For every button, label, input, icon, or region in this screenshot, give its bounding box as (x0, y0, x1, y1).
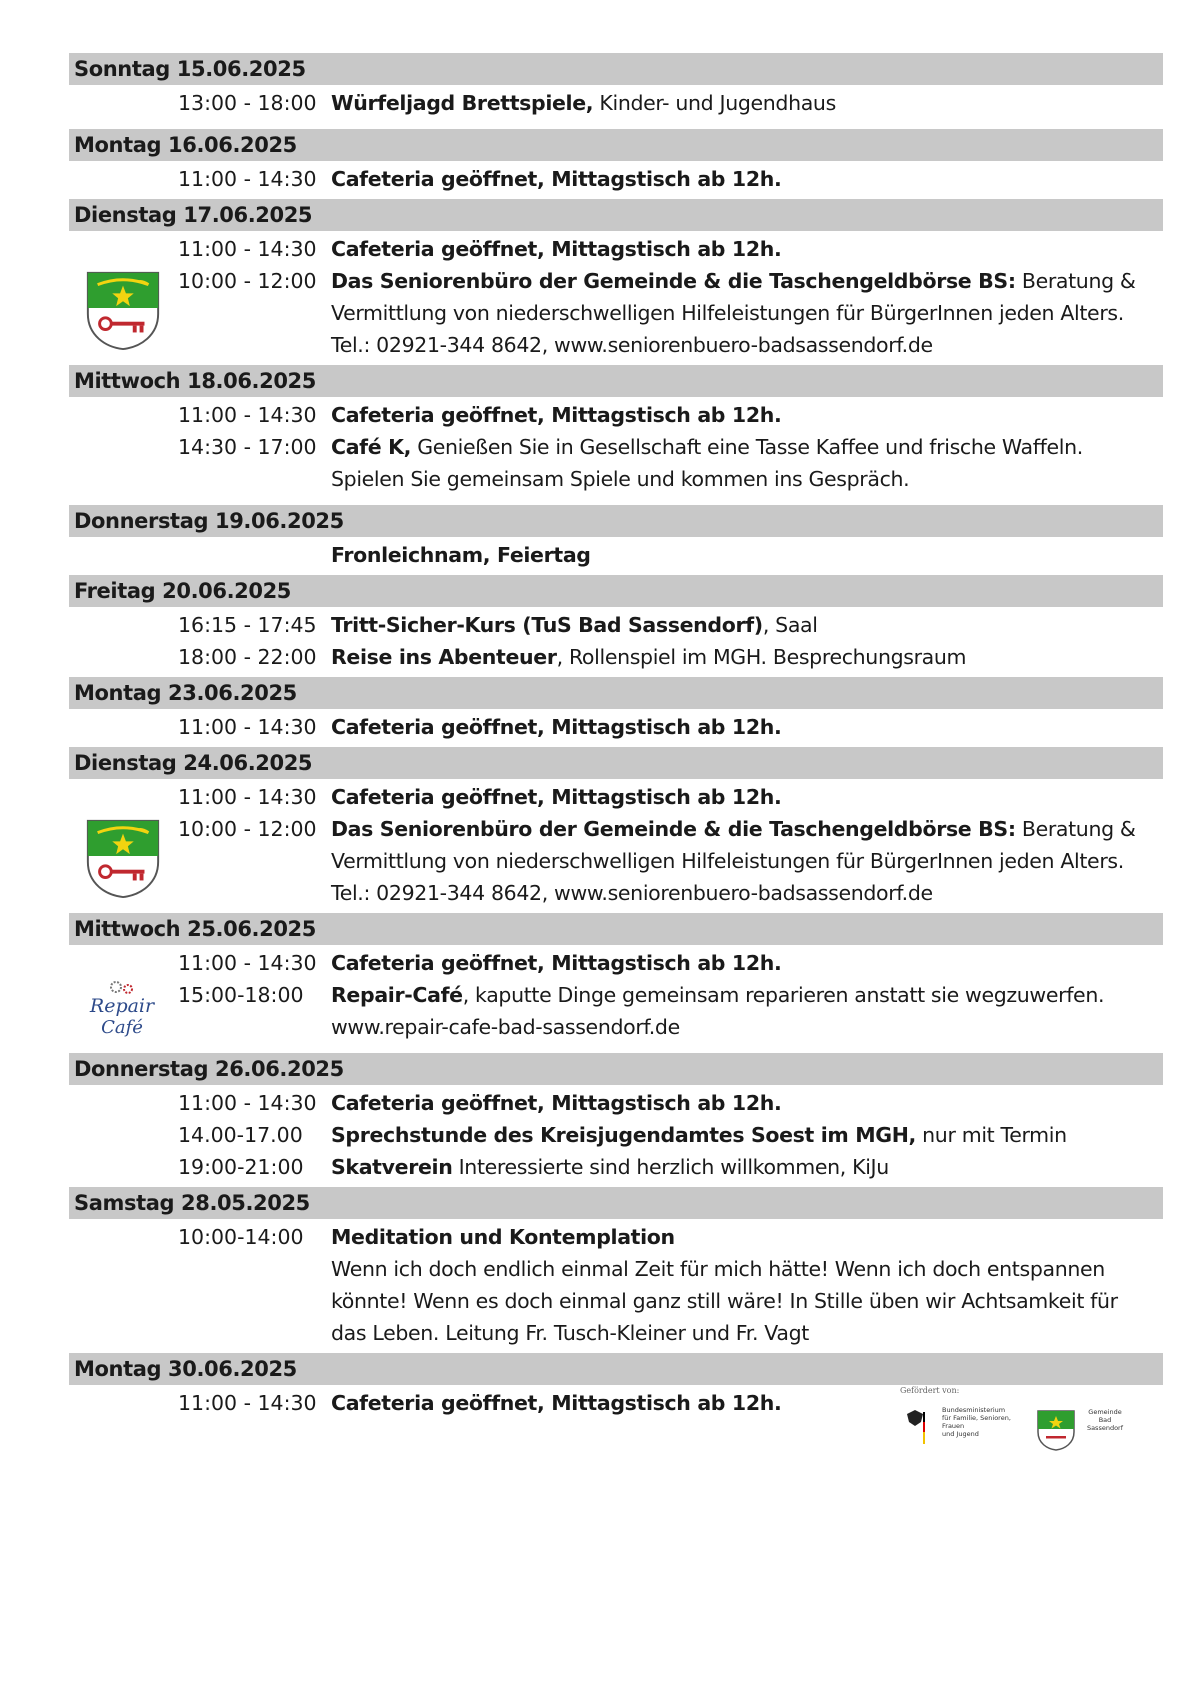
day-section (69, 365, 1163, 499)
day-header: Samstag 28.05.2025 (69, 1187, 1163, 1219)
event-time (178, 539, 286, 571)
event-row (69, 1119, 1163, 1151)
event-text: Genießen Sie in Gesellschaft eine Tasse Kaffee und frische Waffeln. Spielen Sie gemeinsam Spiele und kommen ins Gespräch. (331, 435, 1083, 491)
event-row (69, 265, 1163, 361)
day-section (69, 1187, 1163, 1353)
event-title: Sprechstunde des Kreisjugendamtes Soest im MGH, (331, 1123, 916, 1147)
day-section (69, 1053, 1163, 1187)
event-time: 14.00-17.00 (178, 1123, 303, 1147)
event-text: , Rollenspiel im MGH. Besprechungsraum (556, 645, 967, 669)
day-header: Montag 23.06.2025 (69, 677, 1163, 709)
day-header: Dienstag 24.06.2025 (69, 747, 1163, 779)
event-title: Tritt-Sicher-Kurs (TuS Bad Sassendorf) (331, 613, 763, 637)
event-time: 11:00 - 14:30 (178, 403, 317, 427)
event-time: 10:00-14:00 (178, 1225, 304, 1249)
event-time: 13:00 - 18:00 (178, 91, 317, 115)
event-title: Cafeteria geöffnet, Mittagstisch ab 12h. (331, 403, 782, 427)
event-row (69, 1151, 1163, 1183)
event-title: Cafeteria geöffnet, Mittagstisch ab 12h. (331, 715, 782, 739)
event-text: Beratung & Vermittlung von niederschwelligen Hilfeleistungen für BürgerInnen jeden Alters. Tel.: 02921-344 8642, www.seniorenbuero-badsassendorf.de (331, 269, 1136, 357)
event-title: Fronleichnam, Feiertag (331, 543, 591, 567)
day-header: Montag 30.06.2025 (69, 1353, 1163, 1385)
event-row (69, 1087, 1163, 1119)
event-row (69, 431, 1163, 495)
day-section (69, 913, 1163, 1047)
event-time: 19:00-21:00 (178, 1155, 304, 1179)
event-text: , Saal (762, 613, 818, 637)
event-time: 10:00 - 12:00 (178, 817, 317, 841)
event-text: Interessierte sind herzlich willkommen, KiJu (452, 1155, 889, 1179)
event-row (69, 1221, 1163, 1253)
event-text: nur mit Termin (916, 1123, 1067, 1147)
event-title: Skatverein (331, 1155, 453, 1179)
day-section (69, 747, 1163, 913)
funding-logos (896, 1386, 1132, 1464)
day-section (69, 505, 1163, 575)
event-title: Cafeteria geöffnet, Mittagstisch ab 12h. (331, 1091, 782, 1115)
municipality-crest-icon (82, 817, 164, 899)
event-title: Meditation und Kontemplation (331, 1225, 675, 1249)
event-text: , kaputte Dinge gemeinsam reparieren anstatt sie wegzuwerfen. www.repair-cafe-bad-sassendorf.de (331, 983, 1105, 1039)
day-header: Dienstag 17.06.2025 (69, 199, 1163, 231)
event-time: 11:00 - 14:30 (178, 1391, 317, 1415)
event-time: 11:00 - 14:30 (178, 951, 317, 975)
event-row (69, 711, 1163, 743)
event-time: 18:00 - 22:00 (178, 645, 317, 669)
day-section (69, 129, 1163, 199)
event-time: 15:00-18:00 (178, 983, 304, 1007)
municipality-crest-icon (82, 269, 164, 351)
event-row (69, 399, 1163, 431)
event-row (69, 813, 1163, 909)
day-header: Sonntag 15.06.2025 (69, 53, 1163, 85)
event-row (69, 609, 1163, 641)
event-title: Cafeteria geöffnet, Mittagstisch ab 12h. (331, 951, 782, 975)
day-header: Donnerstag 19.06.2025 (69, 505, 1163, 537)
event-time: 11:00 - 14:30 (178, 715, 317, 739)
event-title: Cafeteria geöffnet, Mittagstisch ab 12h. (331, 237, 782, 261)
event-time: 11:00 - 14:30 (178, 167, 317, 191)
event-row (69, 539, 1163, 571)
event-time: 16:15 - 17:45 (178, 613, 317, 637)
event-row (69, 87, 1163, 119)
event-row (69, 233, 1163, 265)
event-title: Café K, (331, 435, 412, 459)
municipality-name: Gemeinde Bad Sassendorf (1086, 1408, 1124, 1432)
event-row (69, 1253, 1163, 1349)
svg-text:Repair: Repair (89, 995, 155, 1017)
event-schedule (69, 53, 1163, 1423)
day-header: Mittwoch 25.06.2025 (69, 913, 1163, 945)
municipality-crest-icon (1036, 1408, 1076, 1452)
day-section (69, 677, 1163, 747)
event-time (178, 1253, 286, 1349)
event-text: Wenn ich doch endlich einmal Zeit für mich hätte! Wenn ich doch entspannen könnte! Wenn es doch einmal ganz still wäre! In Stille üben wir Achtsamkeit für das Leben. Leitung Fr. Tusch-Kleiner und Fr. Vagt (331, 1257, 1118, 1345)
event-time: 14:30 - 17:00 (178, 435, 317, 459)
event-title: Repair-Café (331, 983, 463, 1007)
event-row (69, 947, 1163, 979)
event-title: Reise ins Abenteuer (331, 645, 557, 669)
event-title: Das Seniorenbüro der Gemeinde & die Taschengeldbörse BS: (331, 269, 1016, 293)
federal-eagle-icon (904, 1406, 926, 1446)
event-text: Kinder- und Jugendhaus (593, 91, 836, 115)
event-row (69, 979, 1163, 1043)
event-time: 10:00 - 12:00 (178, 269, 317, 293)
event-title: Das Seniorenbüro der Gemeinde & die Taschengeldbörse BS: (331, 817, 1016, 841)
event-row (69, 781, 1163, 813)
day-section (69, 199, 1163, 365)
event-title: Cafeteria geöffnet, Mittagstisch ab 12h. (331, 785, 782, 809)
funding-label: Gefördert von: (900, 1386, 960, 1395)
event-text: Beratung & Vermittlung von niederschwelligen Hilfeleistungen für BürgerInnen jeden Alters. Tel.: 02921-344 8642, www.seniorenbuero-badsassendorf.de (331, 817, 1136, 905)
event-title: Cafeteria geöffnet, Mittagstisch ab 12h. (331, 167, 782, 191)
day-header: Mittwoch 18.06.2025 (69, 365, 1163, 397)
svg-text:Café: Café (101, 1017, 143, 1038)
ministry-name: Bundesministerium für Familie, Senioren, Frauen und Jugend (942, 1406, 1011, 1438)
day-header: Freitag 20.06.2025 (69, 575, 1163, 607)
day-header: Donnerstag 26.06.2025 (69, 1053, 1163, 1085)
event-row (69, 163, 1163, 195)
event-time: 11:00 - 14:30 (178, 785, 317, 809)
day-section (69, 575, 1163, 677)
event-time: 11:00 - 14:30 (178, 237, 317, 261)
event-row (69, 641, 1163, 673)
event-title: Cafeteria geöffnet, Mittagstisch ab 12h. (331, 1391, 782, 1415)
repair-cafe-logo (82, 979, 162, 1041)
event-time: 11:00 - 14:30 (178, 1091, 317, 1115)
day-header: Montag 16.06.2025 (69, 129, 1163, 161)
event-title: Würfeljagd Brettspiele, (331, 91, 594, 115)
day-section (69, 53, 1163, 123)
